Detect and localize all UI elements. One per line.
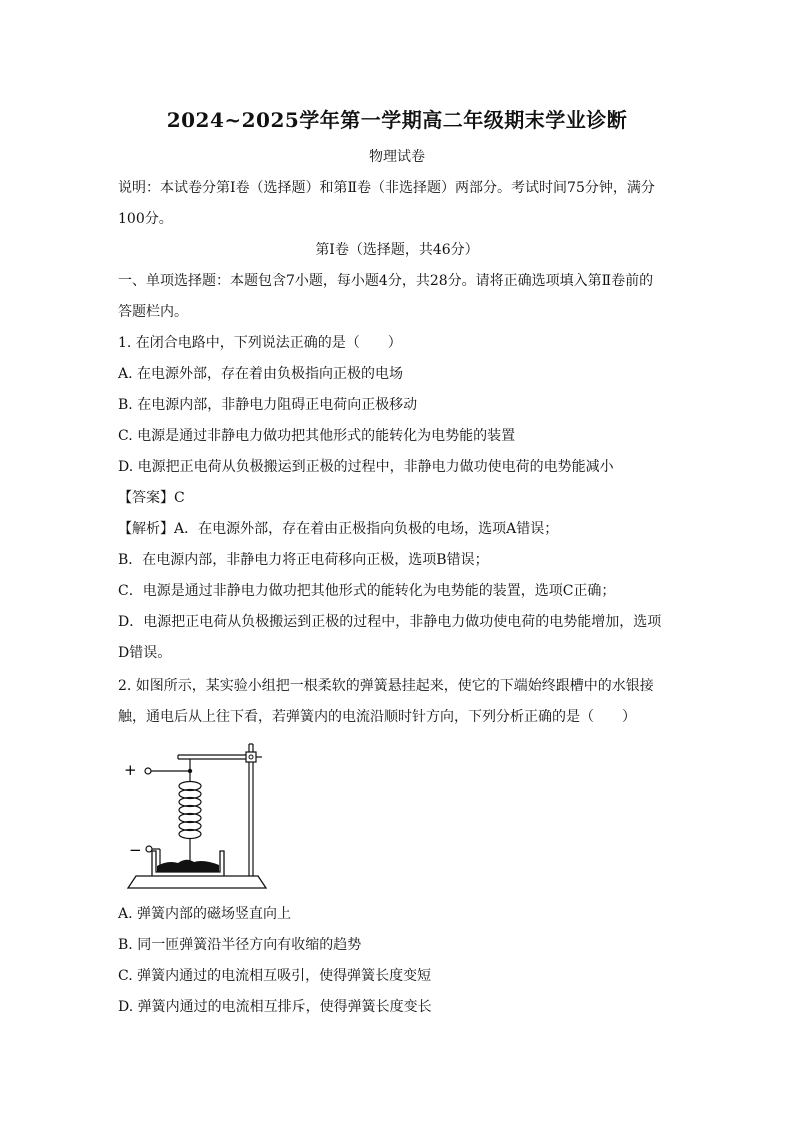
minus-terminal-label: − (129, 841, 142, 859)
q1-analysis-line-5: D错误。 (118, 645, 172, 661)
exam-subtitle: 物理试卷 (369, 149, 425, 165)
plus-terminal-icon (145, 768, 151, 774)
q1-option-b: B. 在电源内部，非静电力阻碍正电荷向正极移动 (118, 397, 418, 413)
q2-option-d: D. 弹簧内通过的电流相互排斥，使得弹簧长度变长 (118, 999, 432, 1015)
q1-stem: 1. 在闭合电路中，下列说法正确的是（ ） (118, 335, 402, 351)
intro-line-2: 100分。 (118, 211, 173, 227)
q1-analysis-line-2: B．在电源内部，非静电力将正电荷移向正极，选项B错误； (118, 552, 489, 568)
section-intro-line-2: 答题栏内。 (118, 304, 188, 320)
exam-title: 2024~2025学年第一学期高二年级期末学业诊断 (166, 108, 628, 132)
base-plate (128, 876, 266, 888)
q2-option-b: B. 同一匝弹簧沿半径方向有收缩的趋势 (118, 937, 362, 953)
minus-terminal-icon (146, 846, 152, 852)
mercury-pool (157, 860, 219, 872)
q1-option-d: D. 电源把正电荷从负极搬运到正极的过程中，非静电力做功使电荷的电势能减小 (118, 459, 614, 475)
q2-option-a: A. 弹簧内部的磁场竖直向上 (118, 906, 292, 922)
plus-terminal-label: + (124, 761, 137, 779)
spring-mercury-figure (120, 738, 270, 893)
q1-option-c: C. 电源是通过非静电力做功把其他形式的能转化为电势能的装置 (118, 428, 516, 444)
q2-stem-line-1: 2. 如图所示，某实验小组把一根柔软的弹簧悬挂起来，使它的下端始终跟槽中的水银接 (118, 678, 654, 694)
q2-option-c: C. 弹簧内通过的电流相互吸引，使得弹簧长度变短 (118, 968, 432, 984)
q2-stem-line-2: 触，通电后从上往下看，若弹簧内的电流沿顺时针方向，下列分析正确的是（ ） (118, 709, 636, 725)
q1-analysis-line-3: C．电源是通过非静电力做功把其他形式的能转化为电势能的装置，选项C正确； (118, 583, 616, 599)
section-intro-line-1: 一、单项选择题：本题包含7小题，每小题4分，共28分。请将正确选项填入第Ⅱ卷前的 (118, 273, 654, 289)
clamp (246, 752, 256, 762)
intro-line-1: 说明：本试卷分第Ⅰ卷（选择题）和第Ⅱ卷（非选择题）两部分。考试时间75分钟，满分 (118, 180, 655, 196)
q1-analysis-line-1: 【解析】A．在电源外部，存在着由正极指向负极的电场，选项A错误； (118, 521, 559, 537)
q1-answer: 【答案】C (118, 490, 185, 506)
spring-coil (179, 782, 201, 839)
q1-analysis-line-4: D．电源把正电荷从负极搬运到正极的过程中，非静电力做功使电荷的电势能增加，选项 (118, 614, 662, 630)
q1-option-a: A. 在电源外部，存在着由负极指向正极的电场 (118, 366, 404, 382)
section-title: 第Ⅰ卷（选择题，共46分） (315, 242, 479, 258)
